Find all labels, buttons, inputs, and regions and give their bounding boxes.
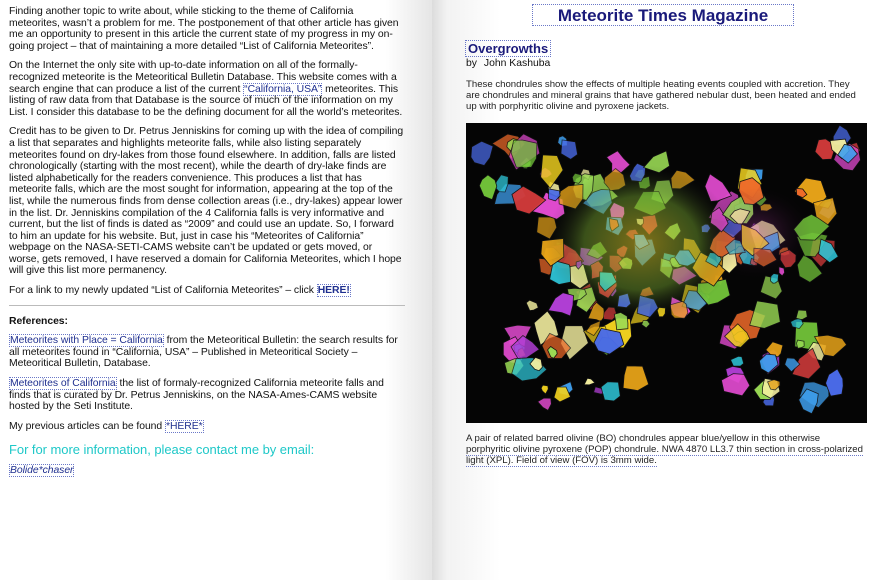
- magazine-title-link[interactable]: Meteorite Times Magazine: [532, 4, 794, 26]
- list-here-link[interactable]: HERE!: [317, 285, 350, 297]
- mineral-grain: [572, 173, 581, 183]
- chondrule-photo: [466, 123, 867, 423]
- references-heading: References:: [9, 315, 68, 327]
- reference-2: Meteorites of California the list of formaly-recognized California meteorite falls and finds that is curated by Dr. Petrus Jenniskins, on the NASA-Ames-CAMS website hosted by the Seti Institute.: [9, 378, 384, 413]
- paragraph-3: Credit has to be given to Dr. Petrus Jenniskins for coming up with the idea of compiling a list that separates and highlights meteorite falls, while also listing separately meteorites found on dry-lakes from those found elsewhere. In addition, falls are listed chronologically (starting with the most recent), while the dearth of dry-lake finds are listed alphabetically for the readers convenience. This produces a list that has meteorite falls, which are the most sought for information, appearing at the top of the list, while the numerous finds from dense collection areas (i.e., dry-lakes) appear lower in the list. Dr. Jenniskins compilation of the 4 California falls is very informative and current, but the list of finds is dated as “2009” and could use an update. So, I forward to him an update for his website. But, just in case his “Meteorites of California” webpage on the NASA-SETI-CAMS website can’t be updated or gets moved, or worse, gets removed, I have reserved a domain for California Meteorites, which I hope will give this list more permanency.: [9, 126, 404, 277]
- paragraph-2: On the Internet the only site with up-to-date information on all of the formally-recognized meteorite is the Meteoritical Bulletin Database. This website comes with a search engine that can produce a list of the current “California, USA” meteorites. This listing of raw data from that Database is the source of much of the information on my List. I consider this database to be the defining document for all the world’s meteorites.: [9, 60, 403, 118]
- article-intro: These chondrules show the effects of multiple heating events coupled with accretion. They are chondrules and mineral grains that have gathered nebular dust, been heated and ended up with porphyritic olivine and pyroxene jackets.: [466, 79, 856, 112]
- previous-articles: My previous articles can be found *HERE*: [9, 420, 203, 432]
- bolide-chaser-email-link[interactable]: Bolide*chaser: [10, 465, 74, 477]
- byline: [466, 58, 550, 69]
- left-article-column: [9, 6, 405, 485]
- mineral-grain: [601, 382, 620, 401]
- meteorites-of-california-link[interactable]: Meteorites of California: [10, 378, 116, 390]
- california-usa-link[interactable]: “California, USA”: [244, 83, 322, 95]
- chondrule-thin-section-image: [466, 123, 867, 423]
- previous-articles-link[interactable]: *HERE*: [165, 420, 203, 432]
- by-label: by: [466, 58, 477, 69]
- contact-text: For for more information, please contact me by email:: [9, 442, 315, 458]
- paragraph-1: Finding another topic to write about, while sticking to the theme of California meteorites, wasn’t a problem for me. The postponement of that other article has given me an opportunity to present in this article the current state of my progress in my on-going project – that of maintaining a more detailed “List of California Meteorites”.: [9, 6, 399, 52]
- paragraph-4: For a link to my newly updated “List of California Meteorites” – click HERE!: [9, 285, 350, 297]
- mineral-grain: [511, 140, 537, 167]
- article-title-link[interactable]: Overgrowths: [465, 40, 551, 57]
- email-contact: [9, 465, 405, 477]
- meteoritical-bulletin-link[interactable]: Meteorites with Place = California: [10, 335, 163, 347]
- photo-caption: A pair of related barred olivine (BO) chondrules appear blue/yellow in this otherwise porphyritic olivine pyroxene (POP) chondrule. NWA 4870 LL3.7 thin section in cross-polarized light (XPL). Field of view (FOV) is 3mm wide.: [466, 433, 863, 466]
- author-name: John Kashuba: [483, 58, 551, 69]
- divider: [9, 305, 405, 306]
- caption-link[interactable]: porphyritic olivine pyroxene (POP) chondrule. NWA 4870 LL3.7 thin section in cross-polarized light (XPL). Field of view (FOV) is 3mm wide.: [466, 444, 863, 466]
- reference-1: Meteorites with Place = California from the Meteoritical Bulletin: the search results for all meteorites found in “California, USA” – Published in Meteoritical Society – Meteoritical Bulletin, Database.: [9, 335, 398, 370]
